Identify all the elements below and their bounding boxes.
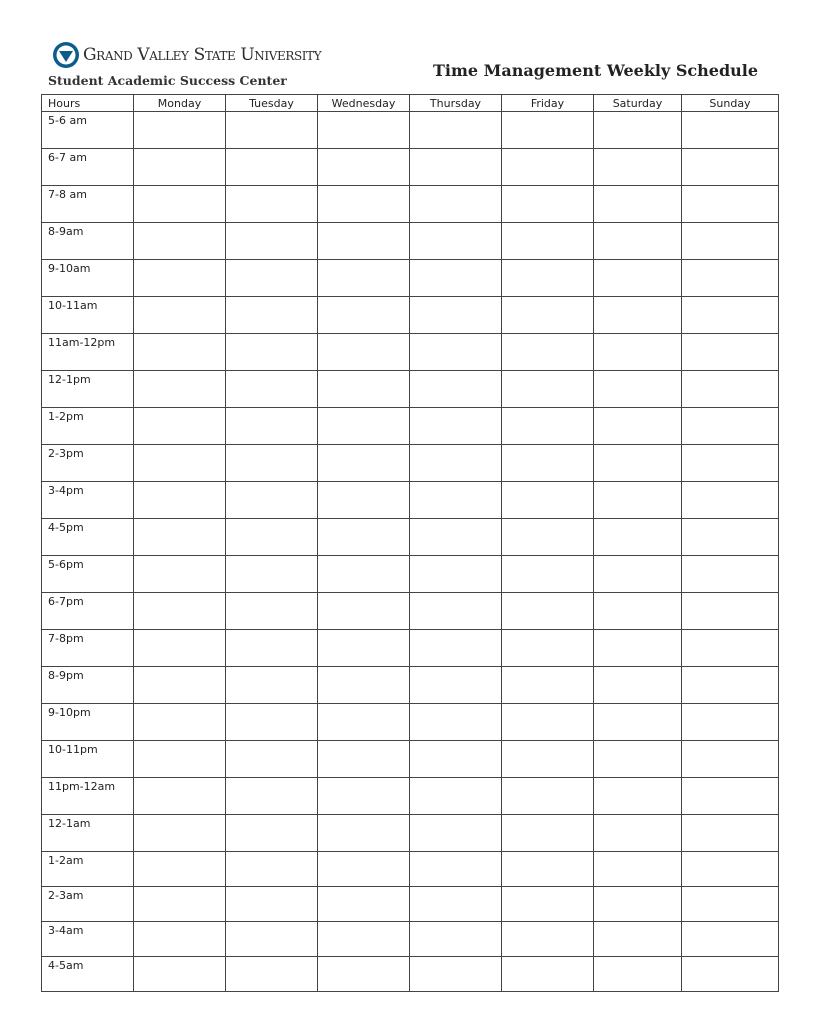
schedule-cell-friday[interactable]	[502, 922, 594, 957]
schedule-cell-thursday[interactable]	[410, 334, 502, 371]
schedule-cell-thursday[interactable]	[410, 149, 502, 186]
schedule-cell-thursday[interactable]	[410, 260, 502, 297]
schedule-cell-thursday[interactable]	[410, 957, 502, 992]
page-title: Time Management Weekly Schedule	[433, 61, 759, 80]
schedule-cell-sunday[interactable]	[682, 223, 779, 260]
schedule-cell-wednesday[interactable]	[318, 260, 410, 297]
day-header-monday: Monday	[134, 95, 226, 112]
schedule-cell-saturday[interactable]	[594, 630, 682, 667]
schedule-cell-tuesday[interactable]	[226, 593, 318, 630]
schedule-cell-monday[interactable]	[134, 667, 226, 704]
schedule-cell-sunday[interactable]	[682, 852, 779, 887]
schedule-cell-thursday[interactable]	[410, 556, 502, 593]
schedule-row	[42, 260, 779, 297]
hour-label: 7-8pm	[42, 630, 134, 667]
hour-label: 10-11pm	[42, 741, 134, 778]
schedule-cell-monday[interactable]	[134, 556, 226, 593]
schedule-cell-monday[interactable]	[134, 297, 226, 334]
hour-label: 1-2pm	[42, 408, 134, 445]
schedule-cell-wednesday[interactable]	[318, 297, 410, 334]
schedule-cell-friday[interactable]	[502, 667, 594, 704]
hour-label: 4-5am	[42, 957, 134, 992]
schedule-cell-sunday[interactable]	[682, 778, 779, 815]
schedule-cell-sunday[interactable]	[682, 704, 779, 741]
schedule-cell-thursday[interactable]	[410, 482, 502, 519]
schedule-cell-sunday[interactable]	[682, 593, 779, 630]
schedule-cell-wednesday[interactable]	[318, 371, 410, 408]
hour-label: 2-3pm	[42, 445, 134, 482]
schedule-cell-friday[interactable]	[502, 852, 594, 887]
schedule-cell-friday[interactable]	[502, 371, 594, 408]
schedule-cell-thursday[interactable]	[410, 630, 502, 667]
schedule-cell-monday[interactable]	[134, 445, 226, 482]
schedule-cell-thursday[interactable]	[410, 186, 502, 223]
day-header-thursday: Thursday	[410, 95, 502, 112]
schedule-cell-monday[interactable]	[134, 593, 226, 630]
schedule-cell-friday[interactable]	[502, 223, 594, 260]
schedule-cell-friday[interactable]	[502, 887, 594, 922]
schedule-cell-friday[interactable]	[502, 297, 594, 334]
schedule-cell-friday[interactable]	[502, 519, 594, 556]
schedule-cell-monday[interactable]	[134, 778, 226, 815]
schedule-cell-tuesday[interactable]	[226, 741, 318, 778]
schedule-cell-tuesday[interactable]	[226, 445, 318, 482]
schedule-cell-thursday[interactable]	[410, 519, 502, 556]
schedule-cell-saturday[interactable]	[594, 852, 682, 887]
schedule-cell-saturday[interactable]	[594, 482, 682, 519]
schedule-cell-thursday[interactable]	[410, 922, 502, 957]
schedule-cell-saturday[interactable]	[594, 408, 682, 445]
schedule-cell-tuesday[interactable]	[226, 260, 318, 297]
hour-label: 6-7pm	[42, 593, 134, 630]
schedule-row	[42, 957, 779, 992]
schedule-body	[42, 112, 779, 992]
schedule-cell-thursday[interactable]	[410, 223, 502, 260]
schedule-cell-saturday[interactable]	[594, 519, 682, 556]
schedule-row	[42, 149, 779, 186]
gvsu-logo-icon	[52, 41, 80, 69]
schedule-cell-thursday[interactable]	[410, 408, 502, 445]
schedule-cell-tuesday[interactable]	[226, 519, 318, 556]
hour-label: 6-7 am	[42, 149, 134, 186]
schedule-cell-monday[interactable]	[134, 112, 226, 149]
schedule-cell-sunday[interactable]	[682, 334, 779, 371]
schedule-cell-monday[interactable]	[134, 223, 226, 260]
schedule-cell-saturday[interactable]	[594, 778, 682, 815]
schedule-cell-saturday[interactable]	[594, 371, 682, 408]
schedule-cell-tuesday[interactable]	[226, 704, 318, 741]
schedule-cell-wednesday[interactable]	[318, 482, 410, 519]
schedule-cell-sunday[interactable]	[682, 371, 779, 408]
schedule-cell-wednesday[interactable]	[318, 445, 410, 482]
hour-label: 11pm-12am	[42, 778, 134, 815]
schedule-row	[42, 556, 779, 593]
schedule-row	[42, 408, 779, 445]
hour-label: 10-11am	[42, 297, 134, 334]
hour-label: 12-1pm	[42, 371, 134, 408]
schedule-cell-sunday[interactable]	[682, 630, 779, 667]
schedule-cell-thursday[interactable]	[410, 297, 502, 334]
schedule-cell-sunday[interactable]	[682, 149, 779, 186]
schedule-row	[42, 519, 779, 556]
schedule-row	[42, 297, 779, 334]
schedule-cell-wednesday[interactable]	[318, 112, 410, 149]
weekly-schedule-table	[41, 94, 779, 992]
schedule-cell-thursday[interactable]	[410, 741, 502, 778]
schedule-cell-tuesday[interactable]	[226, 887, 318, 922]
day-header-tuesday: Tuesday	[226, 95, 318, 112]
schedule-row	[42, 667, 779, 704]
schedule-cell-saturday[interactable]	[594, 922, 682, 957]
day-header-friday: Friday	[502, 95, 594, 112]
hour-label: 2-3am	[42, 887, 134, 922]
schedule-cell-saturday[interactable]	[594, 112, 682, 149]
schedule-row	[42, 704, 779, 741]
schedule-cell-tuesday[interactable]	[226, 815, 318, 852]
hour-label: 3-4am	[42, 922, 134, 957]
hour-label: 8-9pm	[42, 667, 134, 704]
schedule-cell-friday[interactable]	[502, 149, 594, 186]
hours-column-header: Hours	[42, 95, 134, 112]
schedule-cell-monday[interactable]	[134, 630, 226, 667]
schedule-cell-saturday[interactable]	[594, 704, 682, 741]
schedule-cell-saturday[interactable]	[594, 445, 682, 482]
schedule-cell-friday[interactable]	[502, 186, 594, 223]
schedule-cell-wednesday[interactable]	[318, 887, 410, 922]
schedule-cell-monday[interactable]	[134, 408, 226, 445]
schedule-cell-thursday[interactable]	[410, 112, 502, 149]
schedule-row	[42, 741, 779, 778]
schedule-cell-sunday[interactable]	[682, 112, 779, 149]
schedule-cell-saturday[interactable]	[594, 815, 682, 852]
schedule-cell-friday[interactable]	[502, 112, 594, 149]
schedule-cell-saturday[interactable]	[594, 957, 682, 992]
day-header-wednesday: Wednesday	[318, 95, 410, 112]
schedule-cell-tuesday[interactable]	[226, 957, 318, 992]
schedule-cell-sunday[interactable]	[682, 741, 779, 778]
schedule-cell-tuesday[interactable]	[226, 556, 318, 593]
schedule-row	[42, 445, 779, 482]
schedule-cell-tuesday[interactable]	[226, 297, 318, 334]
hour-label: 12-1am	[42, 815, 134, 852]
day-header-sunday: Sunday	[682, 95, 779, 112]
schedule-cell-monday[interactable]	[134, 149, 226, 186]
schedule-row	[42, 593, 779, 630]
schedule-cell-sunday[interactable]	[682, 887, 779, 922]
schedule-cell-monday[interactable]	[134, 371, 226, 408]
schedule-cell-tuesday[interactable]	[226, 112, 318, 149]
hour-label: 1-2am	[42, 852, 134, 887]
schedule-cell-sunday[interactable]	[682, 556, 779, 593]
schedule-cell-monday[interactable]	[134, 922, 226, 957]
schedule-cell-thursday[interactable]	[410, 445, 502, 482]
schedule-cell-sunday[interactable]	[682, 519, 779, 556]
schedule-cell-friday[interactable]	[502, 630, 594, 667]
hour-label: 8-9am	[42, 223, 134, 260]
schedule-cell-wednesday[interactable]	[318, 778, 410, 815]
hour-label: 9-10am	[42, 260, 134, 297]
schedule-cell-friday[interactable]	[502, 815, 594, 852]
day-header-saturday: Saturday	[594, 95, 682, 112]
schedule-cell-friday[interactable]	[502, 741, 594, 778]
schedule-cell-wednesday[interactable]	[318, 667, 410, 704]
hour-label: 4-5pm	[42, 519, 134, 556]
schedule-cell-friday[interactable]	[502, 957, 594, 992]
schedule-cell-saturday[interactable]	[594, 593, 682, 630]
schedule-cell-wednesday[interactable]	[318, 334, 410, 371]
schedule-cell-friday[interactable]	[502, 260, 594, 297]
schedule-cell-friday[interactable]	[502, 445, 594, 482]
schedule-cell-tuesday[interactable]	[226, 408, 318, 445]
schedule-cell-monday[interactable]	[134, 186, 226, 223]
university-name: Grand Valley State University	[83, 45, 322, 65]
schedule-cell-sunday[interactable]	[682, 408, 779, 445]
schedule-cell-tuesday[interactable]	[226, 852, 318, 887]
schedule-cell-sunday[interactable]	[682, 957, 779, 992]
schedule-cell-saturday[interactable]	[594, 297, 682, 334]
schedule-cell-saturday[interactable]	[594, 223, 682, 260]
schedule-cell-wednesday[interactable]	[318, 556, 410, 593]
schedule-cell-saturday[interactable]	[594, 887, 682, 922]
schedule-cell-wednesday[interactable]	[318, 149, 410, 186]
schedule-cell-thursday[interactable]	[410, 704, 502, 741]
schedule-cell-thursday[interactable]	[410, 371, 502, 408]
schedule-cell-friday[interactable]	[502, 408, 594, 445]
university-logo	[52, 40, 321, 70]
schedule-cell-wednesday[interactable]	[318, 223, 410, 260]
schedule-row	[42, 223, 779, 260]
schedule-cell-thursday[interactable]	[410, 815, 502, 852]
schedule-cell-monday[interactable]	[134, 741, 226, 778]
schedule-row	[42, 371, 779, 408]
schedule-row	[42, 112, 779, 149]
schedule-row	[42, 922, 779, 957]
schedule-cell-tuesday[interactable]	[226, 186, 318, 223]
hour-label: 5-6pm	[42, 556, 134, 593]
schedule-cell-sunday[interactable]	[682, 186, 779, 223]
schedule-cell-tuesday[interactable]	[226, 334, 318, 371]
schedule-cell-wednesday[interactable]	[318, 630, 410, 667]
schedule-cell-saturday[interactable]	[594, 667, 682, 704]
schedule-cell-thursday[interactable]	[410, 667, 502, 704]
schedule-cell-thursday[interactable]	[410, 593, 502, 630]
schedule-cell-tuesday[interactable]	[226, 630, 318, 667]
schedule-cell-saturday[interactable]	[594, 260, 682, 297]
schedule-cell-wednesday[interactable]	[318, 408, 410, 445]
hour-label: 11am-12pm	[42, 334, 134, 371]
schedule-cell-sunday[interactable]	[682, 445, 779, 482]
schedule-cell-monday[interactable]	[134, 957, 226, 992]
schedule-cell-sunday[interactable]	[682, 922, 779, 957]
schedule-cell-friday[interactable]	[502, 778, 594, 815]
schedule-cell-friday[interactable]	[502, 593, 594, 630]
schedule-cell-saturday[interactable]	[594, 556, 682, 593]
schedule-cell-monday[interactable]	[134, 852, 226, 887]
schedule-cell-sunday[interactable]	[682, 667, 779, 704]
header-row	[42, 95, 779, 112]
schedule-cell-thursday[interactable]	[410, 852, 502, 887]
schedule-cell-friday[interactable]	[502, 334, 594, 371]
hour-label: 7-8 am	[42, 186, 134, 223]
schedule-cell-thursday[interactable]	[410, 778, 502, 815]
schedule-cell-wednesday[interactable]	[318, 922, 410, 957]
schedule-cell-monday[interactable]	[134, 815, 226, 852]
schedule-cell-friday[interactable]	[502, 482, 594, 519]
schedule-cell-monday[interactable]	[134, 482, 226, 519]
schedule-cell-tuesday[interactable]	[226, 778, 318, 815]
schedule-cell-tuesday[interactable]	[226, 482, 318, 519]
center-name: Student Academic Success Center	[48, 73, 287, 88]
schedule-cell-saturday[interactable]	[594, 741, 682, 778]
schedule-cell-tuesday[interactable]	[226, 667, 318, 704]
hour-label: 3-4pm	[42, 482, 134, 519]
schedule-row	[42, 815, 779, 852]
schedule-cell-monday[interactable]	[134, 334, 226, 371]
schedule-cell-monday[interactable]	[134, 887, 226, 922]
schedule-row	[42, 630, 779, 667]
schedule-cell-sunday[interactable]	[682, 815, 779, 852]
schedule-cell-tuesday[interactable]	[226, 371, 318, 408]
schedule-cell-wednesday[interactable]	[318, 957, 410, 992]
schedule-row	[42, 887, 779, 922]
hour-label: 5-6 am	[42, 112, 134, 149]
schedule-row	[42, 778, 779, 815]
schedule-cell-tuesday[interactable]	[226, 223, 318, 260]
schedule-cell-wednesday[interactable]	[318, 186, 410, 223]
hour-label: 9-10pm	[42, 704, 134, 741]
schedule-cell-monday[interactable]	[134, 704, 226, 741]
schedule-row	[42, 482, 779, 519]
schedule-row	[42, 186, 779, 223]
schedule-cell-wednesday[interactable]	[318, 593, 410, 630]
schedule-cell-saturday[interactable]	[594, 334, 682, 371]
schedule-cell-friday[interactable]	[502, 556, 594, 593]
schedule-cell-monday[interactable]	[134, 519, 226, 556]
schedule-row	[42, 334, 779, 371]
schedule-cell-wednesday[interactable]	[318, 741, 410, 778]
schedule-cell-wednesday[interactable]	[318, 519, 410, 556]
schedule-cell-friday[interactable]	[502, 704, 594, 741]
schedule-cell-thursday[interactable]	[410, 887, 502, 922]
schedule-cell-saturday[interactable]	[594, 149, 682, 186]
schedule-cell-tuesday[interactable]	[226, 922, 318, 957]
schedule-cell-sunday[interactable]	[682, 260, 779, 297]
schedule-cell-sunday[interactable]	[682, 297, 779, 334]
schedule-row	[42, 852, 779, 887]
schedule-cell-tuesday[interactable]	[226, 149, 318, 186]
schedule-cell-wednesday[interactable]	[318, 815, 410, 852]
schedule-cell-wednesday[interactable]	[318, 852, 410, 887]
schedule-cell-wednesday[interactable]	[318, 704, 410, 741]
schedule-cell-sunday[interactable]	[682, 482, 779, 519]
schedule-cell-saturday[interactable]	[594, 186, 682, 223]
schedule-cell-monday[interactable]	[134, 260, 226, 297]
